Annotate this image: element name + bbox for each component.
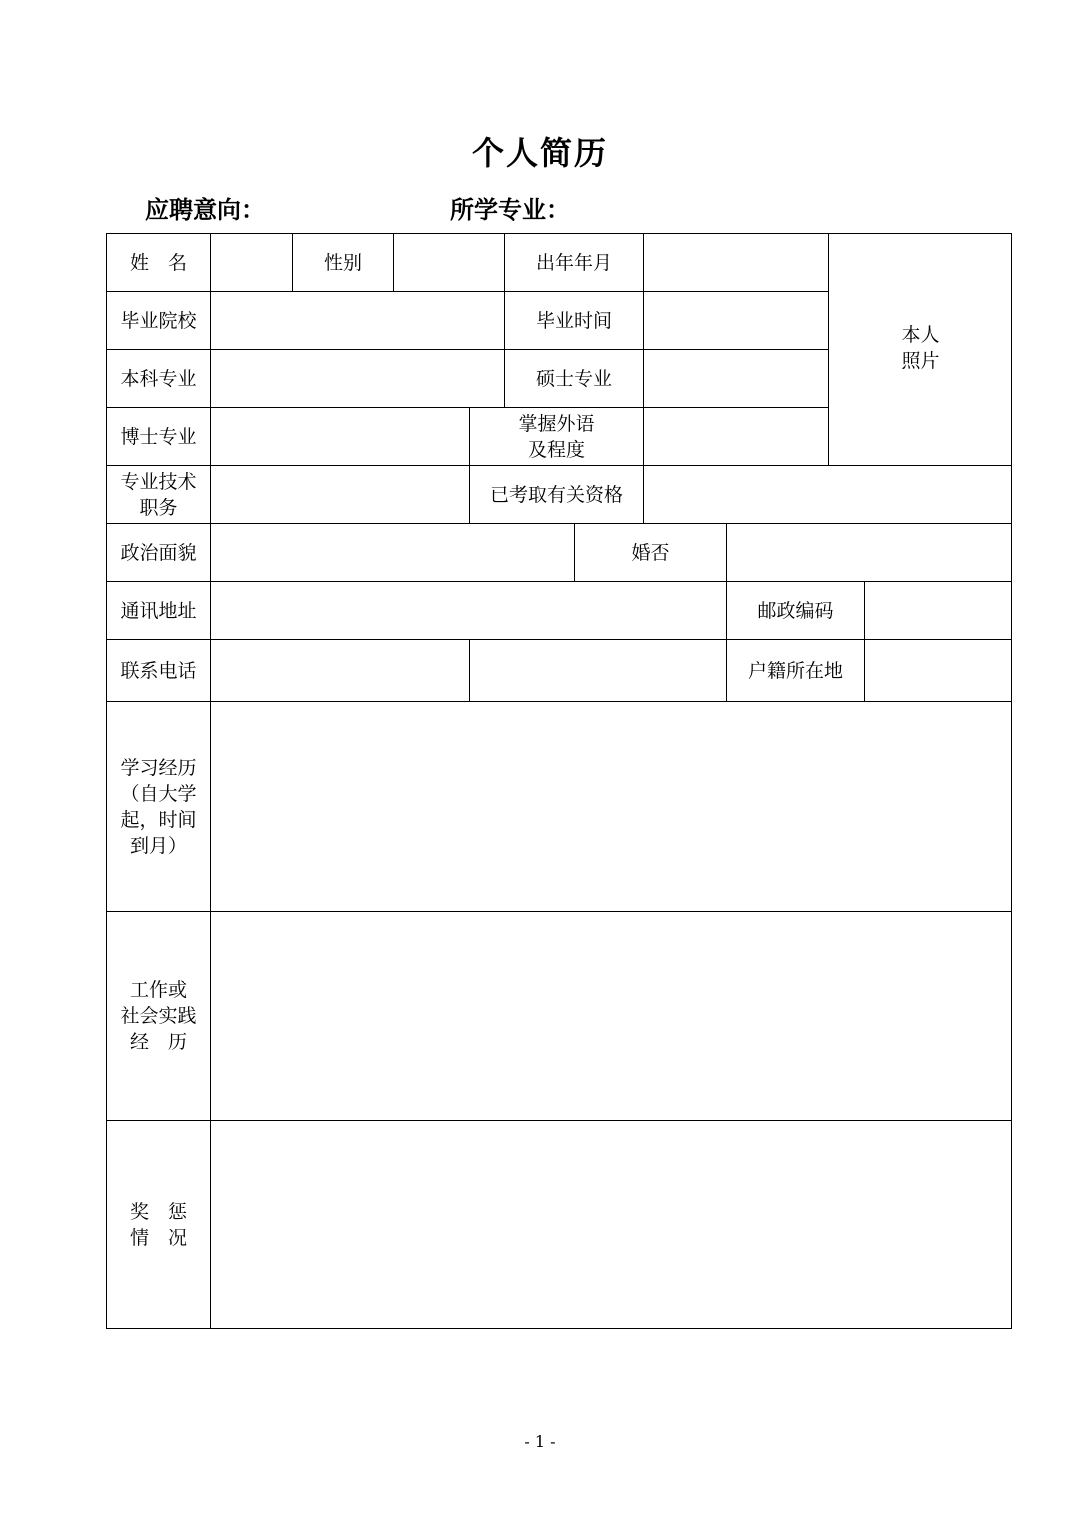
- graduate-time-label: 毕业时间: [504, 291, 643, 349]
- professional-title-label: 专业技术 职务: [106, 465, 210, 523]
- professional-title-field[interactable]: [210, 465, 469, 523]
- photo-box[interactable]: 本人 照片: [828, 233, 1012, 465]
- postal-code-field[interactable]: [864, 581, 1012, 639]
- birth-field[interactable]: [643, 233, 828, 291]
- doctor-major-field[interactable]: [210, 407, 469, 465]
- name-label: 姓 名: [106, 233, 210, 291]
- master-major-label: 硕士专业: [504, 349, 643, 407]
- gender-label: 性别: [292, 233, 393, 291]
- application-intent-label: 应聘意向：: [145, 195, 265, 224]
- foreign-language-label: 掌握外语 及程度: [469, 407, 643, 465]
- rewards-punishments-field[interactable]: [210, 1120, 1012, 1329]
- qualifications-field[interactable]: [643, 465, 1012, 523]
- master-major-field[interactable]: [643, 349, 828, 407]
- household-registration-label: 户籍所在地: [726, 639, 864, 701]
- page-number: - 1 -: [524, 1432, 556, 1451]
- address-field[interactable]: [210, 581, 726, 639]
- foreign-language-field[interactable]: [643, 407, 828, 465]
- bachelor-major-label: 本科专业: [106, 349, 210, 407]
- political-status-label: 政治面貌: [106, 523, 210, 581]
- bachelor-major-field[interactable]: [210, 349, 504, 407]
- rewards-punishments-label: 奖 惩 情 况: [106, 1120, 210, 1329]
- address-label: 通讯地址: [106, 581, 210, 639]
- resume-form-table: [106, 233, 1012, 1329]
- graduate-time-field[interactable]: [643, 291, 828, 349]
- gender-field[interactable]: [393, 233, 504, 291]
- marital-status-label: 婚否: [574, 523, 726, 581]
- marital-status-field[interactable]: [726, 523, 1012, 581]
- phone-label: 联系电话: [106, 639, 210, 701]
- household-registration-field[interactable]: [864, 639, 1012, 701]
- work-experience-label: 工作或 社会实践 经 历: [106, 911, 210, 1120]
- graduate-school-label: 毕业院校: [106, 291, 210, 349]
- page-title: 个人简历: [471, 134, 608, 172]
- name-field[interactable]: [210, 233, 292, 291]
- birth-label: 出年年月: [504, 233, 643, 291]
- phone-field-2[interactable]: [469, 639, 726, 701]
- phone-field-1[interactable]: [210, 639, 469, 701]
- political-status-field[interactable]: [210, 523, 574, 581]
- major-label: 所学专业：: [450, 195, 570, 224]
- doctor-major-label: 博士专业: [106, 407, 210, 465]
- education-history-field[interactable]: [210, 701, 1012, 911]
- work-experience-field[interactable]: [210, 911, 1012, 1120]
- education-history-label: 学习经历 （自大学 起，时间 到月）: [106, 701, 210, 911]
- graduate-school-field[interactable]: [210, 291, 504, 349]
- qualifications-label: 已考取有关资格: [469, 465, 643, 523]
- postal-code-label: 邮政编码: [726, 581, 864, 639]
